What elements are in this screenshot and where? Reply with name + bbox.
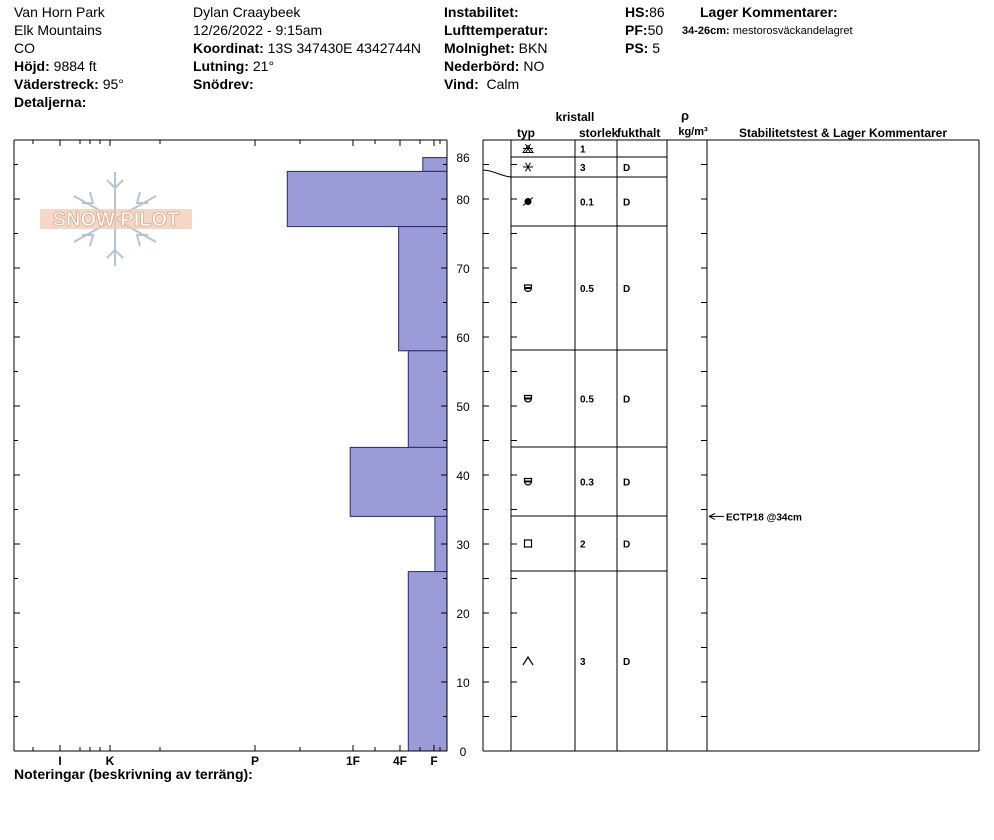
hardness-label: 1F: [345, 754, 361, 768]
grain-size: 0.1: [580, 197, 594, 209]
aspect-label: Väderstreck:: [14, 76, 99, 92]
details-label: Detaljerna:: [14, 94, 87, 110]
ps-label: PS:: [625, 40, 649, 56]
elevation-label: Höjd:: [14, 58, 50, 74]
grain-size: 0.3: [580, 477, 594, 489]
grain-size: 3: [580, 163, 586, 174]
hardness-bar-1: [287, 171, 447, 226]
hardness-label: 4F: [392, 754, 408, 768]
instability-label: Instabilitet:: [444, 4, 519, 20]
moisture-code: D: [623, 394, 631, 406]
height-label: 40: [456, 469, 470, 483]
height-label: 70: [456, 262, 470, 276]
coord-label: Koordinat:: [193, 40, 264, 56]
hardness-bar-2: [399, 227, 447, 351]
hardness-label: I: [58, 754, 62, 768]
height-label: 50: [456, 400, 470, 414]
grain-size: 1: [580, 144, 586, 156]
observer-name: Dylan Craaybeek: [193, 4, 301, 20]
hardness-label: P: [250, 754, 260, 768]
size-heading: storlek: [579, 126, 619, 140]
sky-label: Molnighet:: [444, 40, 515, 56]
mountain-range: Elk Mountains: [14, 22, 102, 38]
rho-heading: ρ: [680, 108, 690, 123]
aspect-value: 95°: [102, 76, 124, 92]
height-label: 0: [459, 745, 467, 759]
layer-comment-range: 34-26cm:: [682, 25, 730, 37]
moisture-code: D: [623, 657, 631, 668]
ps-value: 5: [652, 40, 661, 56]
pf-label: PF:: [625, 22, 648, 38]
grain-size: 0.5: [580, 394, 594, 406]
location-name: Van Horn Park: [14, 4, 105, 20]
height-label: 30: [456, 538, 470, 552]
sky-value: BKN: [518, 40, 548, 56]
hs-label: HS:: [625, 4, 650, 20]
snowpilot-logo: [40, 172, 192, 266]
hardness-bar-3: [408, 351, 447, 448]
moisture-heading: fukthalt: [617, 126, 661, 140]
symbol-stroke: [525, 540, 532, 547]
hardness-label: K: [105, 754, 115, 768]
decomposing-fragments-icon: [523, 198, 533, 206]
grain-size: 0.5: [580, 284, 594, 295]
height-label: 60: [456, 331, 470, 345]
layer-comment-text: mestorosväckandelagret: [732, 25, 853, 37]
symbol-fill: [525, 398, 532, 400]
logo-text: SNOW PILOT: [52, 209, 180, 231]
hardness-label: F: [430, 754, 438, 768]
moisture-code: D: [623, 197, 631, 209]
precip-value: NO: [523, 58, 545, 74]
wind-label: Vind:: [444, 76, 479, 92]
grain-size: 2: [580, 539, 586, 551]
terrain-notes-label: Noteringar (beskrivning av terräng):: [14, 766, 253, 782]
rounding-faceted-icon: [525, 479, 532, 486]
precip-label: Nederbörd:: [444, 58, 520, 74]
wind-value: Calm: [486, 76, 520, 92]
observation-datetime: 12/26/2022 - 9:15am: [193, 22, 323, 38]
moisture-code: D: [623, 539, 631, 551]
symbol-fill: [525, 287, 532, 289]
hs-value: 86: [649, 4, 665, 20]
moisture-code: D: [623, 477, 631, 489]
slope-value: 21°: [252, 58, 275, 74]
pf-value: 50: [647, 22, 664, 38]
snow-height-label: 86: [456, 151, 470, 165]
layer-connector: [483, 170, 511, 177]
elevation-value: 9884 ft: [53, 58, 97, 74]
precipitation-particles-icon: [523, 163, 533, 172]
depth-hoar-icon: [523, 657, 533, 665]
layer-comments-title: Lager Kommentarer:: [700, 4, 838, 20]
symbol-stroke: [523, 657, 533, 665]
rounding-faceted-icon: [525, 396, 532, 403]
moisture-code: D: [623, 284, 631, 295]
crystal-heading: kristall: [555, 110, 595, 124]
coord-value: 13S 347430E 4342744N: [267, 40, 422, 56]
symbol-fill: [525, 481, 532, 483]
precipitation-particles-icon: [523, 144, 533, 153]
drift-label: Snödrev:: [193, 76, 254, 92]
state: CO: [14, 40, 35, 56]
height-label: 20: [456, 607, 470, 621]
hardness-bar-4: [350, 447, 447, 516]
stability-heading: Stabilitetstest & Lager Kommentarer: [738, 126, 948, 140]
rounding-faceted-icon: [525, 285, 532, 292]
grain-size: 3: [580, 657, 586, 668]
moisture-code: D: [623, 163, 631, 174]
density-unit-heading: kg/m³: [678, 126, 708, 138]
type-heading: typ: [517, 126, 535, 140]
stability-test-label: ECTP18 @34cm: [726, 512, 802, 524]
hardness-bar-6: [408, 572, 447, 751]
height-label: 80: [456, 193, 470, 207]
height-label: 10: [456, 676, 470, 690]
airtemp-label: Lufttemperatur:: [444, 22, 549, 38]
slope-label: Lutning:: [193, 58, 249, 74]
faceted-crystals-icon: [525, 540, 532, 547]
